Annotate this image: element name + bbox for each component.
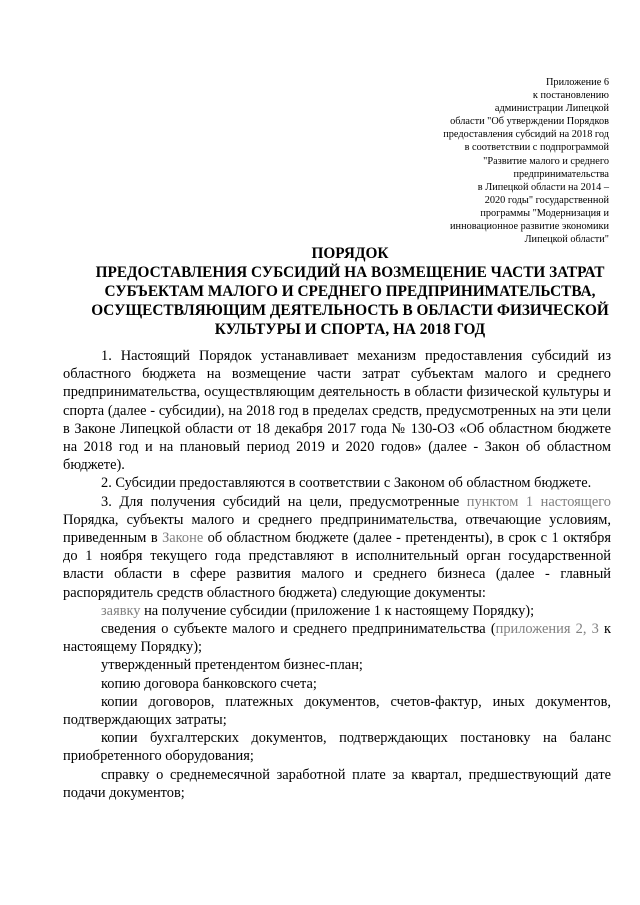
list-item-accounting: копии бухгалтерских документов, подтверждающих постановку на баланс приобретенного оборудования; xyxy=(63,730,611,765)
application-reference-link[interactable]: заявку xyxy=(101,602,141,619)
appendix-line: 2020 годы" государственной xyxy=(484,194,609,206)
appendix-line: администрации Липецкой xyxy=(494,103,609,115)
title-line: ПОРЯДОК xyxy=(311,245,389,262)
title-line: СУБЪЕКТАМ МАЛОГО И СРЕДНЕГО ПРЕДПРИНИМАТЕЛЬСТВА, xyxy=(104,283,596,301)
list-item-info xyxy=(63,620,611,656)
appendix-line: предоставления субсидий на 2018 год xyxy=(443,129,609,141)
appendix-line: к постановлению xyxy=(532,90,609,102)
law-reference-link[interactable]: Законе xyxy=(162,530,204,547)
appendix-line: программы "Модернизация и xyxy=(480,207,609,219)
document-body xyxy=(63,347,611,802)
appendix-line: "Развитие малого и среднего xyxy=(483,155,609,167)
list-item-salary-certificate: справку о среднемесячной заработной плате за квартал, предшествующий дате подачи документов; xyxy=(63,766,611,801)
appendix-line: области "Об утверждении Порядков xyxy=(450,116,609,128)
paragraph-3-text-a: 3. Для получения субсидий на цели, предусмотренные xyxy=(101,493,467,510)
list-item-business-plan: утвержденный претендентом бизнес-план; xyxy=(101,657,363,674)
list-item-info-text-b: к настоящему Порядку); xyxy=(63,621,611,656)
appendix-line: инновационное развитие экономики xyxy=(450,221,609,233)
paragraph-3-text-c: об областном бюджете (далее - претенденты), в срок с 1 октября до 1 ноября текущего года представляют в исполнительный орган государственной власти области в сфере развития малого и среднего бизнеса (далее - главный распорядитель средств областного бюджета) следующие документы: xyxy=(63,530,611,601)
appendices-reference-link[interactable]: приложения 2, 3 xyxy=(495,621,599,638)
appendix-line: в соответствии с подпрограммой xyxy=(464,142,609,154)
paragraph-3-text-b: Порядка, субъекты малого и среднего предпринимательства, отвечающие условиям, приведенным в xyxy=(63,511,611,547)
list-item-bank-contract: копию договора банковского счета; xyxy=(101,675,317,692)
list-item-application xyxy=(63,602,611,620)
title-line: ОСУЩЕСТВЛЯЮЩИМ ДЕЯТЕЛЬНОСТЬ В ОБЛАСТИ ФИЗИЧЕСКОЙ xyxy=(91,302,609,320)
paragraph-2: 2. Субсидии предоставляются в соответствии с Законом об областном бюджете. xyxy=(101,475,592,492)
appendix-line: Липецкой области" xyxy=(524,234,609,246)
appendix-line: предпринимательства xyxy=(513,168,609,180)
document-title xyxy=(60,244,640,339)
paragraph-1: 1. Настоящий Порядок устанавливает механизм предоставления субсидий из областного бюджета на возмещение части затрат субъектам малого и среднего предпринимательства, осуществляющим деятельность в области физической культуры и спорта (далее - субсидии), на 2018 год в пределах средств, предусмотренных на эти цели в Законе Липецкой области от 18 декабря 2017 года № 130-ОЗ «Об областном бюджете на 2018 год и на плановый период 2019 и 2020 годов» (далее - Закон об областном бюджете). xyxy=(63,348,611,474)
paragraph-3 xyxy=(63,493,611,602)
point-1-reference-link[interactable]: пунктом 1 настоящего xyxy=(466,493,611,510)
list-item-info-text-a: сведения о субъекте малого и среднего предпринимательства ( xyxy=(101,621,496,638)
appendix-line: Приложение 6 xyxy=(546,77,609,88)
list-item-application-text: на получение субсидии (приложение 1 к настоящему Порядку); xyxy=(140,602,535,619)
title-line: КУЛЬТУРЫ И СПОРТА, НА 2018 ГОД xyxy=(214,321,486,339)
title-line: ПРЕДОСТАВЛЕНИЯ СУБСИДИЙ НА ВОЗМЕЩЕНИЕ ЧАСТИ ЗАТРАТ xyxy=(95,264,605,282)
appendix-note xyxy=(395,76,609,246)
appendix-line: в Липецкой области на 2014 – xyxy=(477,181,609,193)
list-item-contracts: копии договоров, платежных документов, счетов-фактур, иных документов, подтверждающих затраты; xyxy=(63,693,611,729)
